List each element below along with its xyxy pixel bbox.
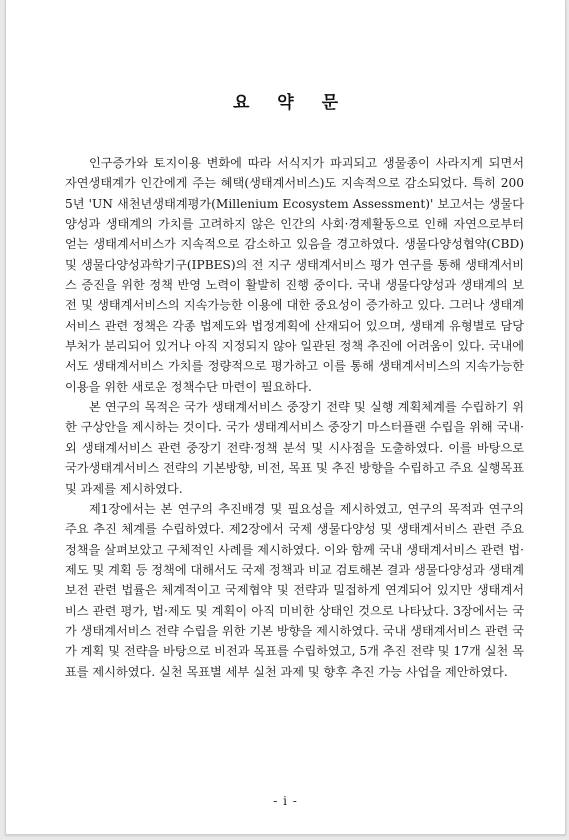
summary-body bbox=[65, 153, 524, 682]
document-page bbox=[5, 0, 566, 835]
paragraph-background: 인구증가와 토지이용 변화에 따라 서식지가 파괴되고 생물종이 사라지게 되면서 자연생태계가 인간에게 주는 혜택(생태계서비스)도 지속적으로 감소되었다. 특히 2005년 'UN 새천년생태계평가(Millenium Ecosystem Assessment)' 보고서는 생물다양성과 생태계의 가치를 고려하지 않은 인간의 사회·경제활동으로 인해 자연으로부터 얻는 생태계서비스가 지속적으로 감소하고 있음을 경고하였다. 생물다양성협약(CBD) 및 생물다양성과학기구(IPBES)의 전 지구 생태계서비스 평가 연구를 통해 생태계서비스 증진을 위한 정책 반영 노력이 활발히 진행 중이다. 국내 생물다양성과 생태계의 보전 및 생태계서비스의 지속가능한 이용에 대한 중요성이 증가하고 있다. 그러나 생태계서비스 관련 정책은 각종 법제도와 법정계획에 산재되어 있으며, 생태계 유형별로 담당 부처가 분리되어 있거나 아직 지정되지 않아 일관된 정책 추진에 어려움이 있다. 국내에서도 생태계서비스 가치를 정량적으로 평가하고 이를 통해 생태계서비스의 지속가능한 이용을 위한 새로운 정책수단 마련이 필요하다. bbox=[65, 156, 524, 394]
paragraph-purpose: 본 연구의 목적은 국가 생태계서비스 중장기 전략 및 실행 계획체계를 수립하기 위한 구상안을 제시하는 것이다. 국가 생태계서비스 중장기 마스터플랜 수립을 위해 국내·외 생태계서비스 관련 중장기 전략·정책 분석 및 시사점을 도출하였다. 이를 바탕으로 국가생태계서비스 전략의 기본방향, 비전, 목표 및 추진 방향을 수립하고 주요 실행목표 및 과제를 제시하였다. bbox=[65, 400, 524, 496]
paragraph-chapters: 제1장에서는 본 연구의 추진배경 및 필요성을 제시하였고, 연구의 목적과 연구의 주요 추진 체계를 수립하였다. 제2장에서 국제 생물다양성 및 생태계서비스 관련 주요 정책을 살펴보았고 구체적인 사례를 제시하였다. 이와 함께 국내 생태계서비스 관련 법·제도 및 계획 등 정책에 대해서도 국제 정책과 비교 검토해본 결과 생물다양성과 생태계 보전 관련 법률은 체계적이고 국제협약 및 전략과 밀접하게 연계되어 있지만 생태계서비스 관련 평가, 법·제도 및 계획이 아직 미비한 상태인 것으로 나타났다. 3장에서는 국가 생태계서비스 전략 수립을 위한 기본 방향을 제시하였다. 국내 생태계서비스 관련 국가 계획 및 전략을 바탕으로 비전과 목표를 수립하였고, 5개 추진 전략 및 17개 실천 목표를 제시하였다. 실천 목표별 세부 실천 과제 및 향후 추진 가능 사업을 제안하였다. bbox=[65, 501, 524, 679]
page-title: 요 약 문 bbox=[232, 93, 350, 113]
page-number: - i - bbox=[273, 794, 298, 808]
